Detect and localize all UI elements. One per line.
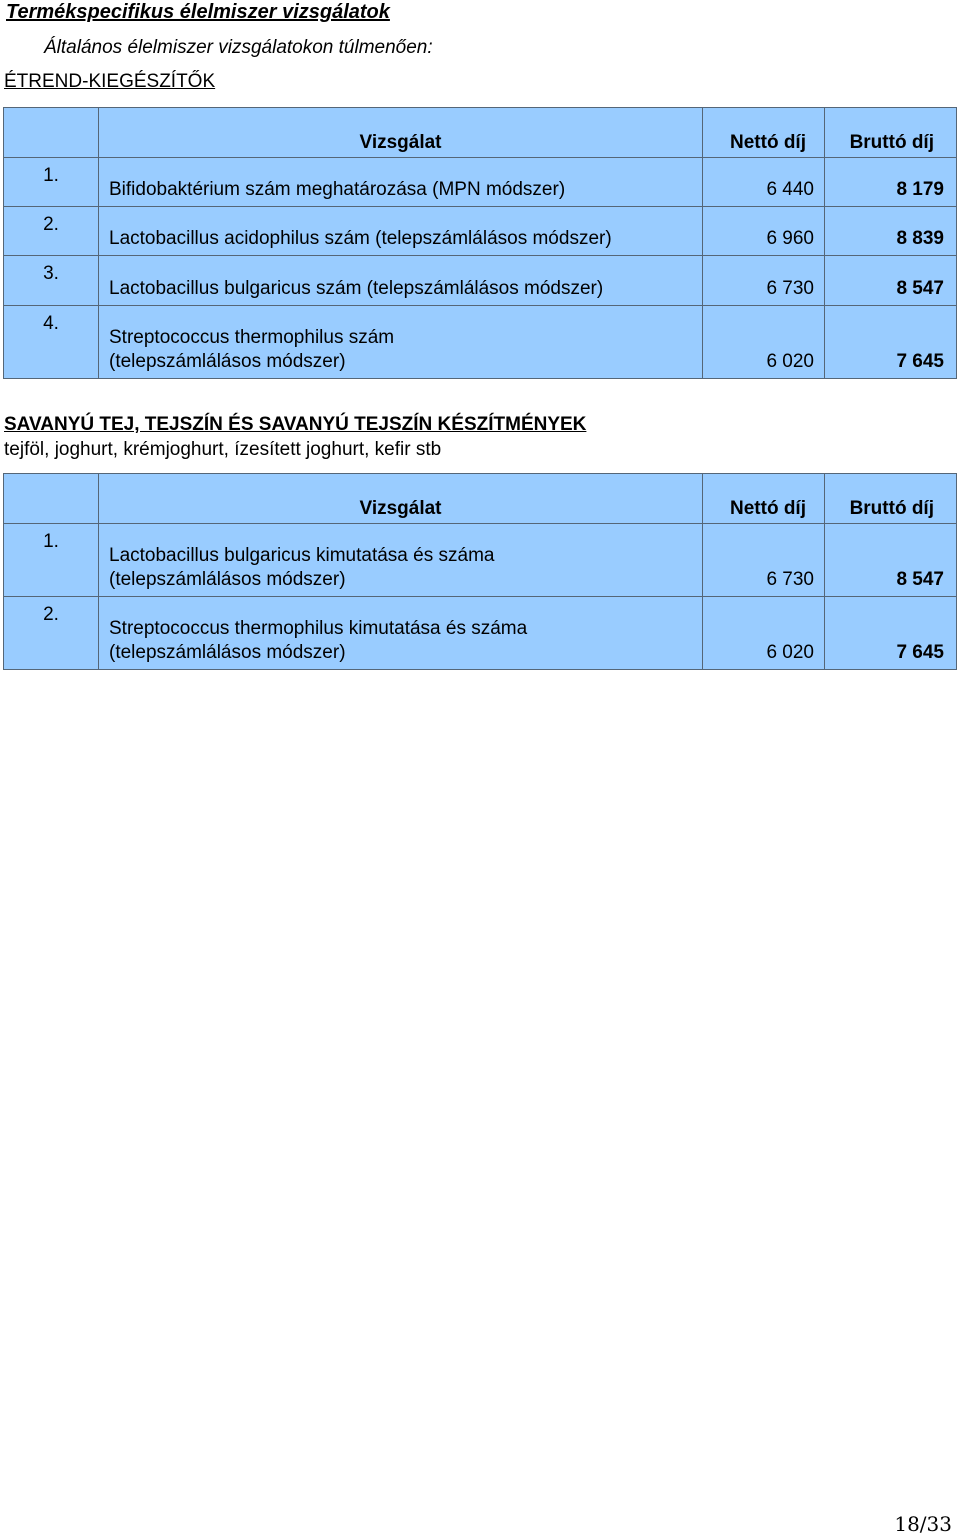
table-row <box>4 256 957 306</box>
table-row <box>4 158 957 207</box>
row-test-line2: (telepszámlálásos módszer) <box>109 569 346 590</box>
section1-price-table <box>3 107 957 379</box>
header-test: Vizsgálat <box>99 108 703 158</box>
row-test-name <box>99 158 703 207</box>
section2-heading: SAVANYÚ TEJ, TEJSZÍN ÉS SAVANYÚ TEJSZÍN KÉSZÍTMÉNYEK <box>4 414 587 435</box>
section2-price-table <box>3 473 957 670</box>
row-test-name <box>99 524 703 597</box>
row-net-price: 6 730 <box>703 524 825 597</box>
table-row <box>4 597 957 670</box>
header-num-cell <box>4 474 99 524</box>
row-number: 2. <box>4 207 99 256</box>
row-number: 3. <box>4 256 99 306</box>
row-test-line1: Lactobacillus bulgaricus szám (telepszámlálásos módszer) <box>109 278 604 299</box>
row-gross-price: 8 179 <box>825 158 957 207</box>
row-test-line1: Lactobacillus acidophilus szám (telepszámlálásos módszer) <box>109 228 612 249</box>
row-gross-price: 8 547 <box>825 256 957 306</box>
row-test-line1: Streptococcus thermophilus kimutatása és száma <box>109 618 528 639</box>
row-test-line2: (telepszámlálásos módszer) <box>109 351 346 372</box>
row-gross-price: 8 839 <box>825 207 957 256</box>
page-subtitle: Általános élelmiszer vizsgálatokon túlmenően: <box>44 37 433 58</box>
row-number: 1. <box>4 158 99 207</box>
table-row <box>4 306 957 379</box>
row-test-line1: Streptococcus thermophilus szám <box>109 327 395 348</box>
section2-subheading: tejföl, joghurt, krémjoghurt, ízesített joghurt, kefir stb <box>4 439 442 460</box>
row-net-price: 6 960 <box>703 207 825 256</box>
header-net-price: Nettó díj <box>703 108 825 158</box>
row-net-price: 6 440 <box>703 158 825 207</box>
row-test-name <box>99 207 703 256</box>
table-header-row <box>4 474 957 524</box>
header-test: Vizsgálat <box>99 474 703 524</box>
row-number: 2. <box>4 597 99 670</box>
header-gross-price: Bruttó díj <box>825 108 957 158</box>
header-net-price: Nettó díj <box>703 474 825 524</box>
row-net-price: 6 020 <box>703 306 825 379</box>
row-number: 4. <box>4 306 99 379</box>
row-test-name <box>99 306 703 379</box>
table-row <box>4 207 957 256</box>
row-test-line1: Bifidobaktérium szám meghatározása (MPN módszer) <box>109 179 566 200</box>
table-row <box>4 524 957 597</box>
row-gross-price: 7 645 <box>825 306 957 379</box>
header-num-cell <box>4 108 99 158</box>
table-header-row <box>4 108 957 158</box>
section1-heading: ÉTREND-KIEGÉSZÍTŐK <box>4 71 216 92</box>
header-gross-price: Bruttó díj <box>825 474 957 524</box>
row-test-line2: (telepszámlálásos módszer) <box>109 642 346 663</box>
row-test-name <box>99 597 703 670</box>
row-gross-price: 7 645 <box>825 597 957 670</box>
row-test-name <box>99 256 703 306</box>
page-number: 18/33 <box>894 1512 952 1536</box>
row-net-price: 6 730 <box>703 256 825 306</box>
row-number: 1. <box>4 524 99 597</box>
page-title: Termékspecifikus élelmiszer vizsgálatok <box>6 1 390 23</box>
row-net-price: 6 020 <box>703 597 825 670</box>
row-test-line1: Lactobacillus bulgaricus kimutatása és száma <box>109 545 495 566</box>
row-gross-price: 8 547 <box>825 524 957 597</box>
